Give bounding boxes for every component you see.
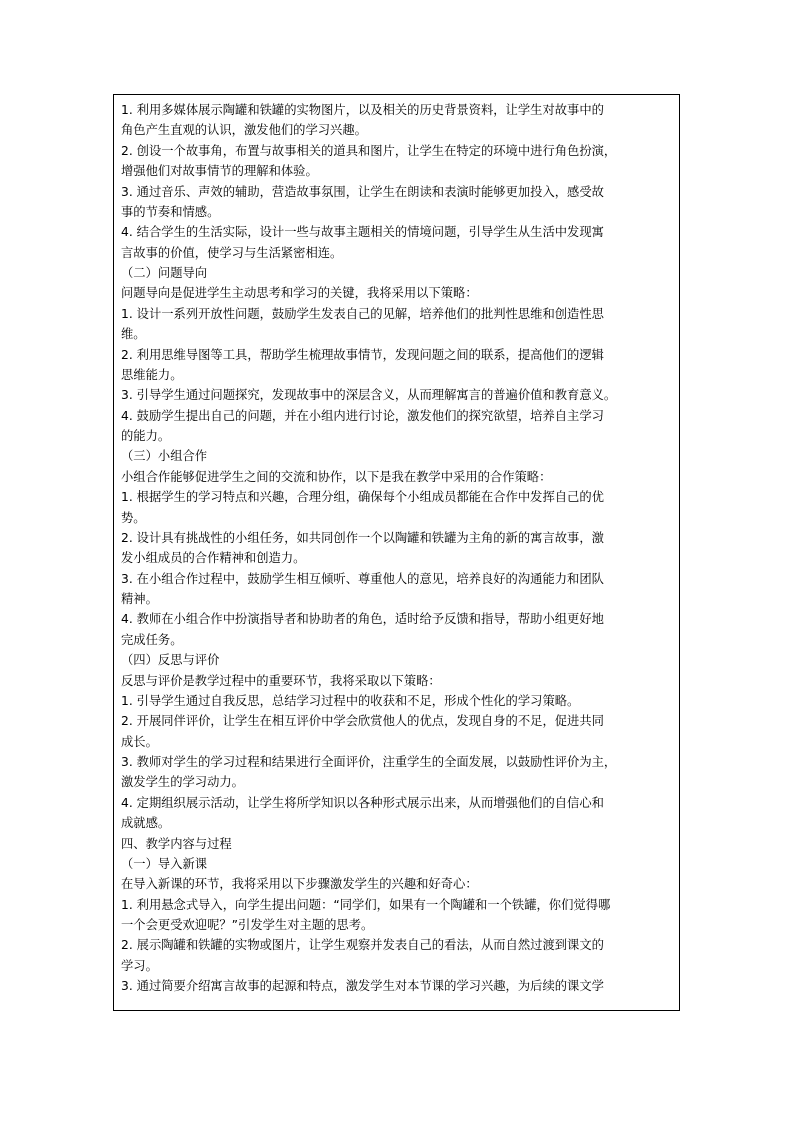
text-line: 成长。 [121,734,158,749]
text-line: （一）导入新课 [121,856,208,871]
text-line: 2. 开展同伴评价，让学生在相互评价中学会欣赏他人的优点，发现自身的不足，促进共同 [121,714,604,729]
text-line: 思维能力。 [121,367,183,382]
text-line: 2. 展示陶罐和铁罐的实物或图片，让学生观察并发表自己的看法，从而自然过渡到课文的 [121,938,604,953]
content-table-cell [113,94,680,1011]
text-line: 问题导向是促进学生主动思考和学习的关键，我将采用以下策略： [121,286,478,301]
text-line: 3. 引导学生通过问题探究，发现故事中的深层含义，从而理解寓言的普遍价值和教育意义。 [121,388,617,403]
text-line: 1. 引导学生通过自我反思，总结学习过程中的收获和不足，形成个性化的学习策略。 [121,693,580,708]
text-line: 1. 根据学生的学习特点和兴趣，合理分组，确保每个小组成员都能在合作中发挥自己的优 [121,490,604,505]
text-line: 精神。 [121,592,158,606]
text-line: 4. 定期组织展示活动，让学生将所学知识以各种形式展示出来，从而增强他们的自信心和 [121,795,604,810]
text-line: 2. 设计具有挑战性的小组任务，如共同创作一个以陶罐和铁罐为主角的新的寓言故事，激 [121,530,604,545]
text-line: 言故事的价值，使学习与生活紧密相连。 [121,245,343,260]
text-line: 小组合作能够促进学生之间的交流和协作，以下是我在教学中采用的合作策略： [121,469,552,484]
text-line: 4. 教师在小组合作中扮演指导者和协助者的角色，适时给予反馈和指导，帮助小组更好地 [121,612,604,627]
text-line: 成就感。 [121,816,171,831]
text-line: 维。 [121,327,146,342]
text-line: 一个会更受欢迎呢？”引发学生对主题的思考。 [121,918,374,932]
document-text [121,100,674,997]
text-line: （四）反思与评价 [121,653,220,668]
text-line: 3. 通过简要介绍寓言故事的起源和特点，激发学生对本节课的学习兴趣，为后续的课文学 [121,979,604,994]
text-line: 1. 利用多媒体展示陶罐和铁罐的实物图片，以及相关的历史背景资料，让学生对故事中的 [121,103,604,117]
text-line: 3. 教师对学生的学习过程和结果进行全面评价，注重学生的全面发展，以鼓励性评价为主， [121,755,617,769]
text-line: 事的节奏和情感。 [121,204,220,219]
text-line: 完成任务。 [121,632,183,647]
text-line: 3. 在小组合作过程中，鼓励学生相互倾听、尊重他人的意见，培养良好的沟通能力和团队 [121,571,604,586]
text-line: 角色产生直观的认识，激发他们的学习兴趣。 [121,123,367,138]
text-line: 1. 设计一系列开放性问题，鼓励学生发表自己的见解，培养他们的批判性思维和创造性思 [121,306,604,321]
text-line: 激发学生的学习动力。 [121,775,244,790]
text-line: 增强他们对故事情节的理解和体验。 [121,164,318,179]
text-line: 的能力。 [121,429,171,443]
text-line: 2. 利用思维导图等工具，帮助学生梳理故事情节，发现问题之间的联系，提高他们的逻辑 [121,347,604,362]
text-line: 四、教学内容与过程 [121,836,232,851]
text-line: 4. 结合学生的生活实际，设计一些与故事主题相关的情境问题，引导学生从生活中发现寓 [121,225,604,240]
text-line: 3. 通过音乐、声效的辅助，营造故事氛围，让学生在朗读和表演时能够更加投入，感受故 [121,184,604,199]
text-line: （二）问题导向 [121,266,208,280]
text-line: 在导入新课的环节，我将采用以下步骤激发学生的兴趣和好奇心： [121,877,478,892]
text-line: 发小组成员的合作精神和创造力。 [121,551,306,566]
text-line: 4. 鼓励学生提出自己的问题，并在小组内进行讨论，激发他们的探究欲望，培养自主学习 [121,408,604,423]
text-line: 1. 利用悬念式导入，向学生提出问题：“同学们，如果有一个陶罐和一个铁罐，你们觉得哪 [121,897,611,912]
text-line: 反思与评价是教学过程中的重要环节，我将采取以下策略： [121,673,441,688]
text-line: 势。 [121,510,146,525]
text-line: （三）小组合作 [121,449,208,464]
text-line: 学习。 [121,958,158,973]
text-line: 2. 创设一个故事角，布置与故事相关的道具和图片，让学生在特定的环境中进行角色扮演， [121,143,617,158]
